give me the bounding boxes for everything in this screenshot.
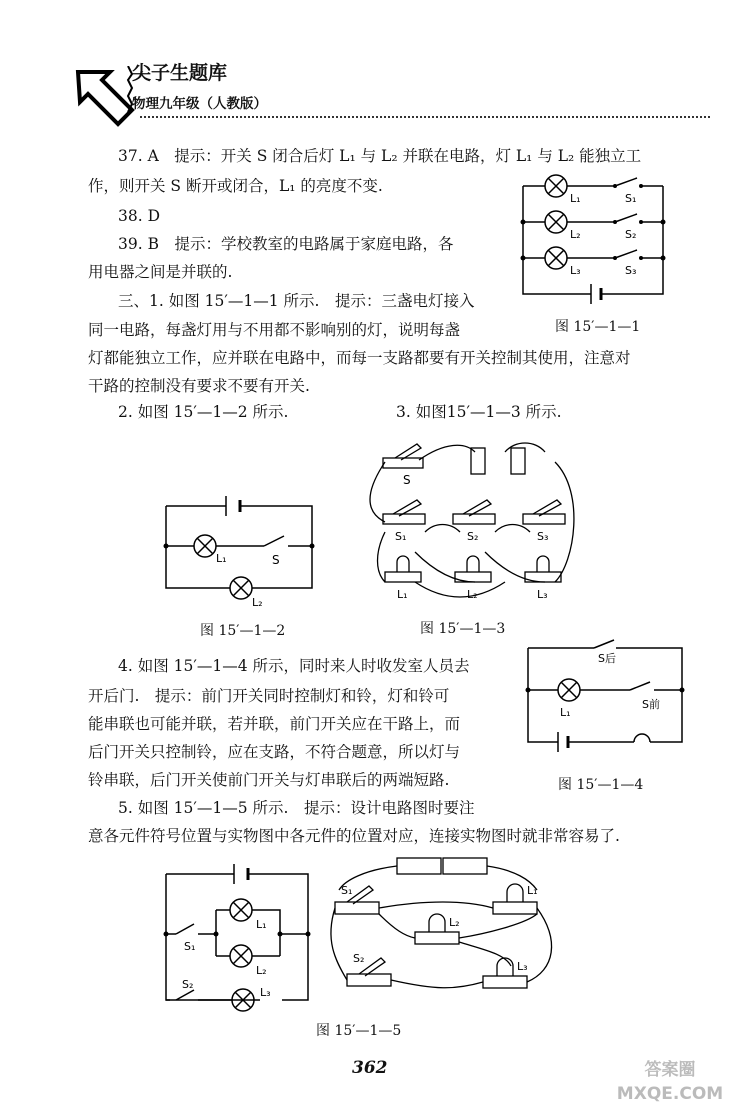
q4-line3: 能串联也可能并联，若并联，前门开关应在干路上，而 [88,715,461,733]
s3-line4: 干路的控制没有要求不要有开关. [88,377,310,395]
fig3-label-l1: L₁ [397,588,408,601]
q39-line2: 用电器之间是并联的. [88,263,233,281]
figure-15-1-3 [355,432,585,612]
q3-text: 3. 如图15′—1—3 所示. [396,403,562,421]
fig4-label-s-back: S后 [598,652,616,665]
q4-line2: 开后门. 提示：前门开关同时控制灯和铃，灯和铃可 [88,687,450,705]
fig3-caption: 图 15′—1—3 [420,621,506,637]
fig3-label-s2: S₂ [467,530,479,543]
fig2-label-l2: L₂ [252,596,263,609]
fig1-caption: 图 15′—1—1 [555,319,641,335]
fig3-label-s3: S₃ [537,530,549,543]
fig4-label-l1: L₁ [560,706,571,719]
fig4-label-s-front: S前 [642,698,660,711]
q2-text: 2. 如图 15′—1—2 所示. [118,403,289,421]
figure-15-1-1 [515,172,675,312]
fig5-phys-label-s2: S₂ [353,952,365,965]
fig5-label-l1: L₁ [256,918,267,931]
fig5-phys-label-l1: L₁ [527,884,538,897]
fig1-label-s1: S₁ [625,192,637,205]
fig5-phys-label-s1: S₁ [341,884,353,897]
header-dotted-rule [140,116,710,118]
fig3-label-s1: S₁ [395,530,407,543]
q4-line5: 铃串联，后门开关使前门开关与灯串联后的两端短路. [88,771,450,789]
fig5-label-l2: L₂ [256,964,267,977]
q4-line1: 4. 如图 15′—1—4 所示，同时来人时收发室人员去 [118,657,470,675]
fig5-caption: 图 15′—1—5 [316,1023,402,1039]
fig1-label-l1: L₁ [570,192,581,205]
fig3-label-l3: L₃ [537,588,548,601]
figure-15-1-5-schematic [160,860,320,1020]
figure-15-1-2 [160,490,320,610]
q5-line2: 意各元件符号位置与实物图中各元件的位置对应，连接实物图时就非常容易了. [88,827,620,845]
q39-line1: 39. B 提示：学校教室的电路属于家庭电路，各 [118,235,454,253]
fig1-label-l3: L₃ [570,264,581,277]
fig5-phys-label-l3: L₃ [517,960,528,973]
fig5-label-l3: L₃ [260,986,271,999]
fig1-label-s3: S₃ [625,264,637,277]
s3-line3: 灯都能独立工作，应并联在电路中，而每一支路都要有开关控制其使用，注意对 [88,349,631,367]
fig2-caption: 图 15′—1—2 [200,623,286,639]
book-subtitle: 物理九年级（人教版） [132,96,267,112]
fig4-caption: 图 15′—1—4 [558,777,644,793]
book-title: 尖子生题库 [132,62,228,84]
fig1-label-l2: L₂ [570,228,581,241]
fig5-phys-label-l2: L₂ [449,916,460,929]
q37-line2: 作，则开关 S 断开或闭合，L₁ 的亮度不变. [88,177,383,195]
s3-line1: 三、1. 如图 15′—1—1 所示. 提示：三盏电灯接入 [118,292,475,310]
s3-line2: 同一电路，每盏灯用与不用都不影响别的灯，说明每盏 [88,321,461,339]
q5-line1: 5. 如图 15′—1—5 所示. 提示：设计电路图时要注 [118,799,475,817]
arrow-logo-icon [70,66,140,132]
figure-15-1-4 [522,636,692,754]
fig5-label-s2: S₂ [182,978,194,991]
fig2-label-l1: L₁ [216,552,227,565]
q37-line1: 37. A 提示：开关 S 闭合后灯 L₁ 与 L₂ 并联在电路，灯 L₁ 与 L₂ 能独立工 [118,147,642,165]
fig3-label-s: S [403,473,411,487]
q38: 38. D [118,207,161,225]
figure-15-1-5-physical [325,850,565,1000]
page-number: 362 [352,1058,388,1078]
header [70,58,710,128]
watermark: 答案圈 MXQE.COM [616,1060,724,1104]
fig1-label-s2: S₂ [625,228,637,241]
fig2-label-s: S [272,553,280,567]
fig3-label-l2: L₂ [467,588,478,601]
fig5-label-s1: S₁ [184,940,196,953]
q4-line4: 后门开关只控制铃，应在支路，不符合题意，所以灯与 [88,743,461,761]
